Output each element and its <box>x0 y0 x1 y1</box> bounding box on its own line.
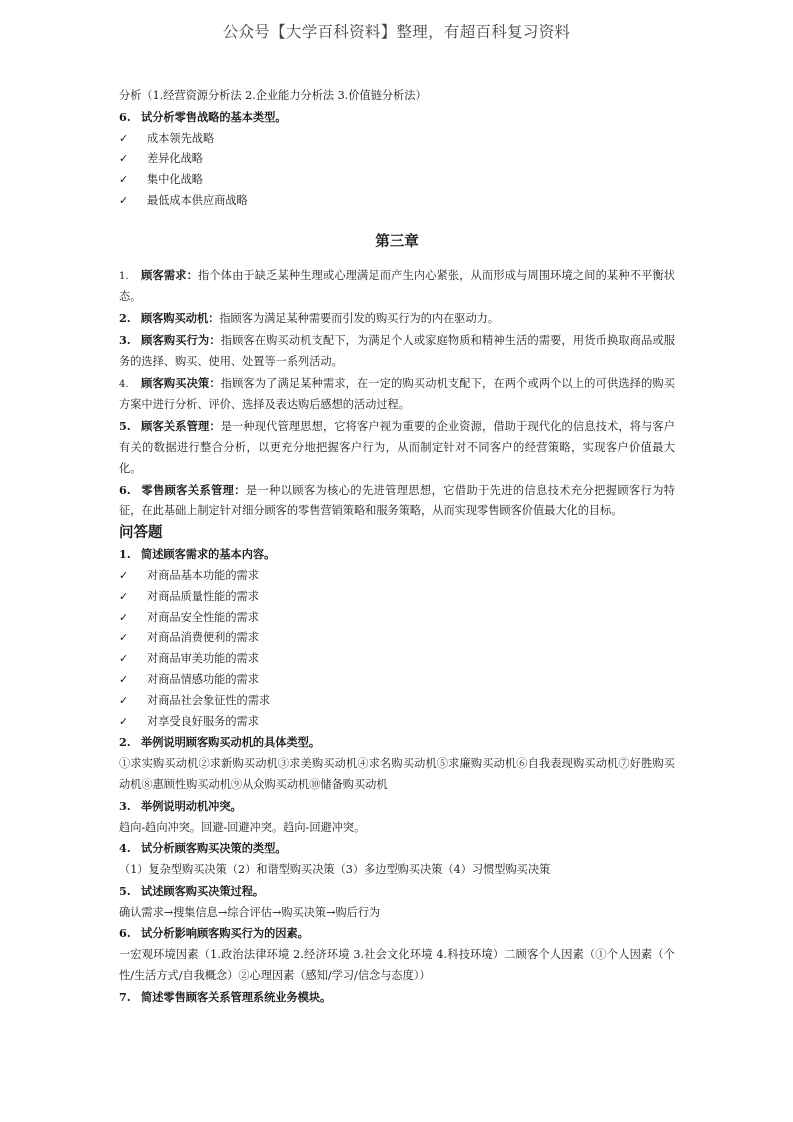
question-text: 试分析影响顾客购买行为的因素。 <box>141 926 309 941</box>
checkmark-icon: ✓ <box>119 693 129 707</box>
list-item <box>119 670 675 691</box>
list-item <box>119 587 675 608</box>
definition-item <box>119 265 675 309</box>
list-item-text: 对商品质量性能的需求 <box>147 589 259 603</box>
question-number: 6. <box>119 926 131 941</box>
list-item <box>119 608 675 629</box>
list-item <box>119 149 675 170</box>
list-item-text: 对商品社会象征性的需求 <box>147 693 271 707</box>
strategy-list <box>119 129 675 212</box>
definition-text: 指个体由于缺乏某种生理或心理满足而产生内心紧张，从而形成与周围环境之间的某种不平衡状态。 <box>119 268 675 304</box>
answer-text: 确认需求→搜集信息→综合评估→购买决策→购后行为 <box>119 905 381 919</box>
section-title: 问答题 <box>119 524 163 542</box>
question-number: 5. <box>119 883 131 898</box>
definitions-list <box>119 265 675 523</box>
question-text: 试分析零售战略的基本类型。 <box>141 109 287 124</box>
checkmark-icon: ✓ <box>119 173 129 187</box>
definition-item <box>119 416 675 479</box>
definition-text: 指顾客为了满足某种需求，在一定的购买动机支配下，在两个或两个以上的可供选择的购买方案中进行分析、评价、选择及表达购后感想的活动过程。 <box>119 376 675 412</box>
definition-item <box>119 308 675 330</box>
question-number: 2. <box>119 735 131 750</box>
checkmark-icon: ✓ <box>119 568 129 582</box>
question-heading <box>119 544 675 566</box>
question-heading <box>119 796 675 818</box>
checkmark-icon: ✓ <box>119 152 129 166</box>
question-number: 7. <box>119 989 131 1004</box>
list-item <box>119 170 675 191</box>
question-heading <box>119 923 675 945</box>
needs-list <box>119 566 675 732</box>
list-item <box>119 712 675 733</box>
question-heading <box>119 838 675 860</box>
question-number: 6. <box>119 109 131 124</box>
definition-number: 1. <box>119 270 129 282</box>
question-text: 试分析顾客购买决策的类型。 <box>141 841 287 856</box>
question-heading <box>119 732 675 754</box>
list-item <box>119 129 675 150</box>
answer-text: 趋向-趋向冲突。回避-回避冲突。趋向-回避冲突。 <box>119 820 366 834</box>
list-item <box>119 691 675 712</box>
definition-term: 顾客购买动机： <box>141 311 220 326</box>
definition-term: 顾客关系管理： <box>141 419 221 434</box>
list-item-text: 对商品基本功能的需求 <box>147 568 259 582</box>
checkmark-icon: ✓ <box>119 193 129 207</box>
question-text: 简述顾客需求的基本内容。 <box>141 547 276 562</box>
definition-text: 指顾客为满足某种需要而引发的购买行为的内在驱动力。 <box>219 312 500 326</box>
question-heading <box>119 107 675 129</box>
checkmark-icon: ✓ <box>119 652 129 666</box>
checkmark-icon: ✓ <box>119 131 129 145</box>
question-text: 试述顾客购买决策过程。 <box>141 883 265 898</box>
list-item-text: 最低成本供应商战略 <box>147 193 248 207</box>
definition-number: 4. <box>119 378 129 390</box>
list-item-text: 对商品审美功能的需求 <box>147 652 259 666</box>
question-number: 1. <box>119 547 131 562</box>
question-heading <box>119 881 675 903</box>
definition-number: 3. <box>119 332 131 347</box>
list-item-text: 对享受良好服务的需求 <box>147 714 259 728</box>
checkmark-icon: ✓ <box>119 589 129 603</box>
chapter-title: 第三章 <box>375 232 419 250</box>
answer-text: ①求实购买动机②求新购买动机③求美购买动机④求名购买动机⑤求廉购买动机⑥自我表现购买动机⑦好胜购买动机⑧惠顾性购买动机⑨从众购买动机⑩储备购买动机 <box>119 757 675 791</box>
question-text: 简述零售顾客关系管理系统业务模块。 <box>141 989 332 1004</box>
definition-text: 是一种以顾客为核心的先进管理思想，它借助于先进的信息技术充分把握顾客行为特征，在此基础上制定针对细分顾客的零售营销策略和服务策略，从而实现零售顾客价值最大化的目标。 <box>119 483 675 518</box>
checkmark-icon: ✓ <box>119 714 129 728</box>
definition-term: 顾客购买决策： <box>141 375 221 390</box>
checkmark-icon: ✓ <box>119 631 129 645</box>
question-heading <box>119 987 675 1009</box>
definition-item <box>119 330 675 373</box>
definition-number: 2. <box>119 311 131 326</box>
list-item <box>119 649 675 670</box>
definition-item <box>119 480 675 523</box>
answer-text: 一宏观环境因素（1.政治法律环境 2.经济环境 3.社会文化环境 4.科技环境）二顾客个人因素（①个人因素（个性/生活方式/自我概念）②心理因素（感知/学习/信念与态度）） <box>119 948 675 983</box>
checkmark-icon: ✓ <box>119 610 129 624</box>
definition-text: 是一种现代管理思想，它将客户视为重要的企业资源，借助于现代化的信息技术，将与客户有关的数据进行整合分析，以更充分地把握客户行为，从而制定针对不同客户的经营策略，实现客户价值最大化。 <box>119 420 675 475</box>
document-body <box>119 86 675 1009</box>
answer-text: （1）复杂型购买决策（2）和谐型购买决策（3）多边型购买决策（4）习惯型购买决策 <box>119 863 551 877</box>
definition-number: 5. <box>119 419 131 434</box>
question-number: 3. <box>119 798 131 813</box>
list-item-text: 集中化战略 <box>147 173 203 187</box>
list-item-text: 成本领先战略 <box>147 131 215 145</box>
list-item <box>119 191 675 212</box>
definition-term: 零售顾客关系管理： <box>141 482 246 497</box>
list-item <box>119 628 675 649</box>
definition-text: 指顾客在购买动机支配下，为满足个人或家庭物质和精神生活的需要，用货币换取商品或服务的选择、购买、使用、处置等一系列活动。 <box>119 333 675 368</box>
question-text: 举例说明顾客购买动机的具体类型。 <box>141 735 321 750</box>
list-item-text: 对商品安全性能的需求 <box>147 610 259 624</box>
page-header: 公众号【大学百科资料】整理，有超百科复习资料 <box>222 23 571 41</box>
list-item <box>119 566 675 587</box>
definition-term: 顾客购买行为： <box>141 332 221 347</box>
definition-term: 顾客需求： <box>141 267 198 282</box>
list-item-text: 对商品消费便利的需求 <box>147 631 259 645</box>
analysis-line: 分析（1.经营资源分析法 2.企业能力分析法 3.价值链分析法） <box>119 89 427 102</box>
checkmark-icon: ✓ <box>119 672 129 686</box>
question-number: 4. <box>119 841 131 856</box>
question-text: 举例说明动机冲突。 <box>141 798 242 813</box>
list-item-text: 对商品情感功能的需求 <box>147 672 259 686</box>
definition-number: 6. <box>119 482 131 497</box>
list-item-text: 差异化战略 <box>147 152 203 166</box>
definition-item <box>119 373 675 417</box>
